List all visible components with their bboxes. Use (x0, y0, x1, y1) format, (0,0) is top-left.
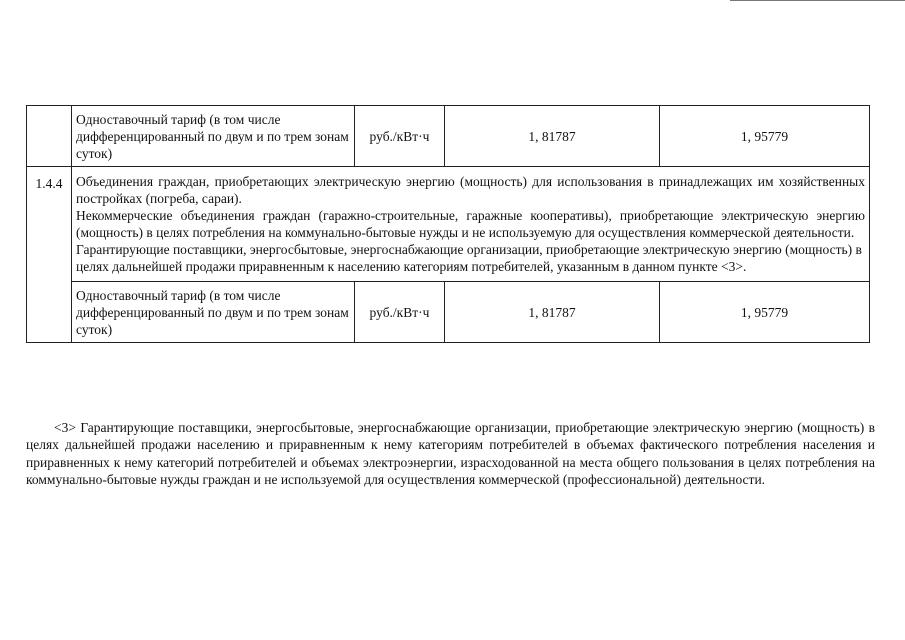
tariff-name: Одноставочный тариф (в том числе дифференцированный по двум и по трем зонам суток) (72, 282, 355, 343)
tariff-unit: руб./кВт·ч (355, 106, 445, 167)
section-description (72, 167, 870, 282)
tariff-value-first-half: 1, 81787 (445, 282, 660, 343)
tariff-unit: руб./кВт·ч (355, 282, 445, 343)
section-paragraph: Некоммерческие объединения граждан (гаражно-строительные, гаражные кооперативы), приобретающие электрическую энергию (мощность) в целях потребления на коммунально-бытовые нужды и не используемую для осуществления коммерческой деятельности. (76, 208, 865, 240)
tariff-value-second-half: 1, 95779 (660, 282, 870, 343)
tariff-table (26, 105, 870, 343)
tariff-name: Одноставочный тариф (в том числе дифференцированный по двум и по трем зонам суток) (72, 106, 355, 167)
row-number (27, 106, 72, 167)
tariff-value-first-half: 1, 81787 (445, 106, 660, 167)
table-row (27, 282, 870, 343)
section-row (27, 167, 870, 282)
table-row (27, 106, 870, 167)
section-paragraph: Объединения граждан, приобретающих электрическую энергию (мощность) для использования в принадлежащих им хозяйственных постройках (погреба, сараи). (76, 174, 865, 206)
tariff-value-second-half: 1, 95779 (660, 106, 870, 167)
top-rule (730, 0, 905, 1)
section-paragraph: Гарантирующие поставщики, энергосбытовые, энергоснабжающие организации, приобретающие электрическую энергию (мощность) в целях дальнейшей продажи приравненным к населению категориям потребителей, указанным в данном пункте <3>. (76, 242, 862, 274)
section-number: 1.4.4 (27, 167, 72, 343)
footnote: <3> Гарантирующие поставщики, энергосбытовые, энергоснабжающие организации, приобретающие электрическую энергию (мощность) в целях дальнейшей продажи населению и приравненным к нему категориям потребителей в объемах фактического потребления населения и приравненных к нему категорий потребителей и объемах электроэнергии, израсходованной на места общего пользования в целях потребления на коммунально-бытовые нужды граждан и не используемой для осуществления коммерческой (профессиональной) деятельности. (26, 419, 875, 487)
